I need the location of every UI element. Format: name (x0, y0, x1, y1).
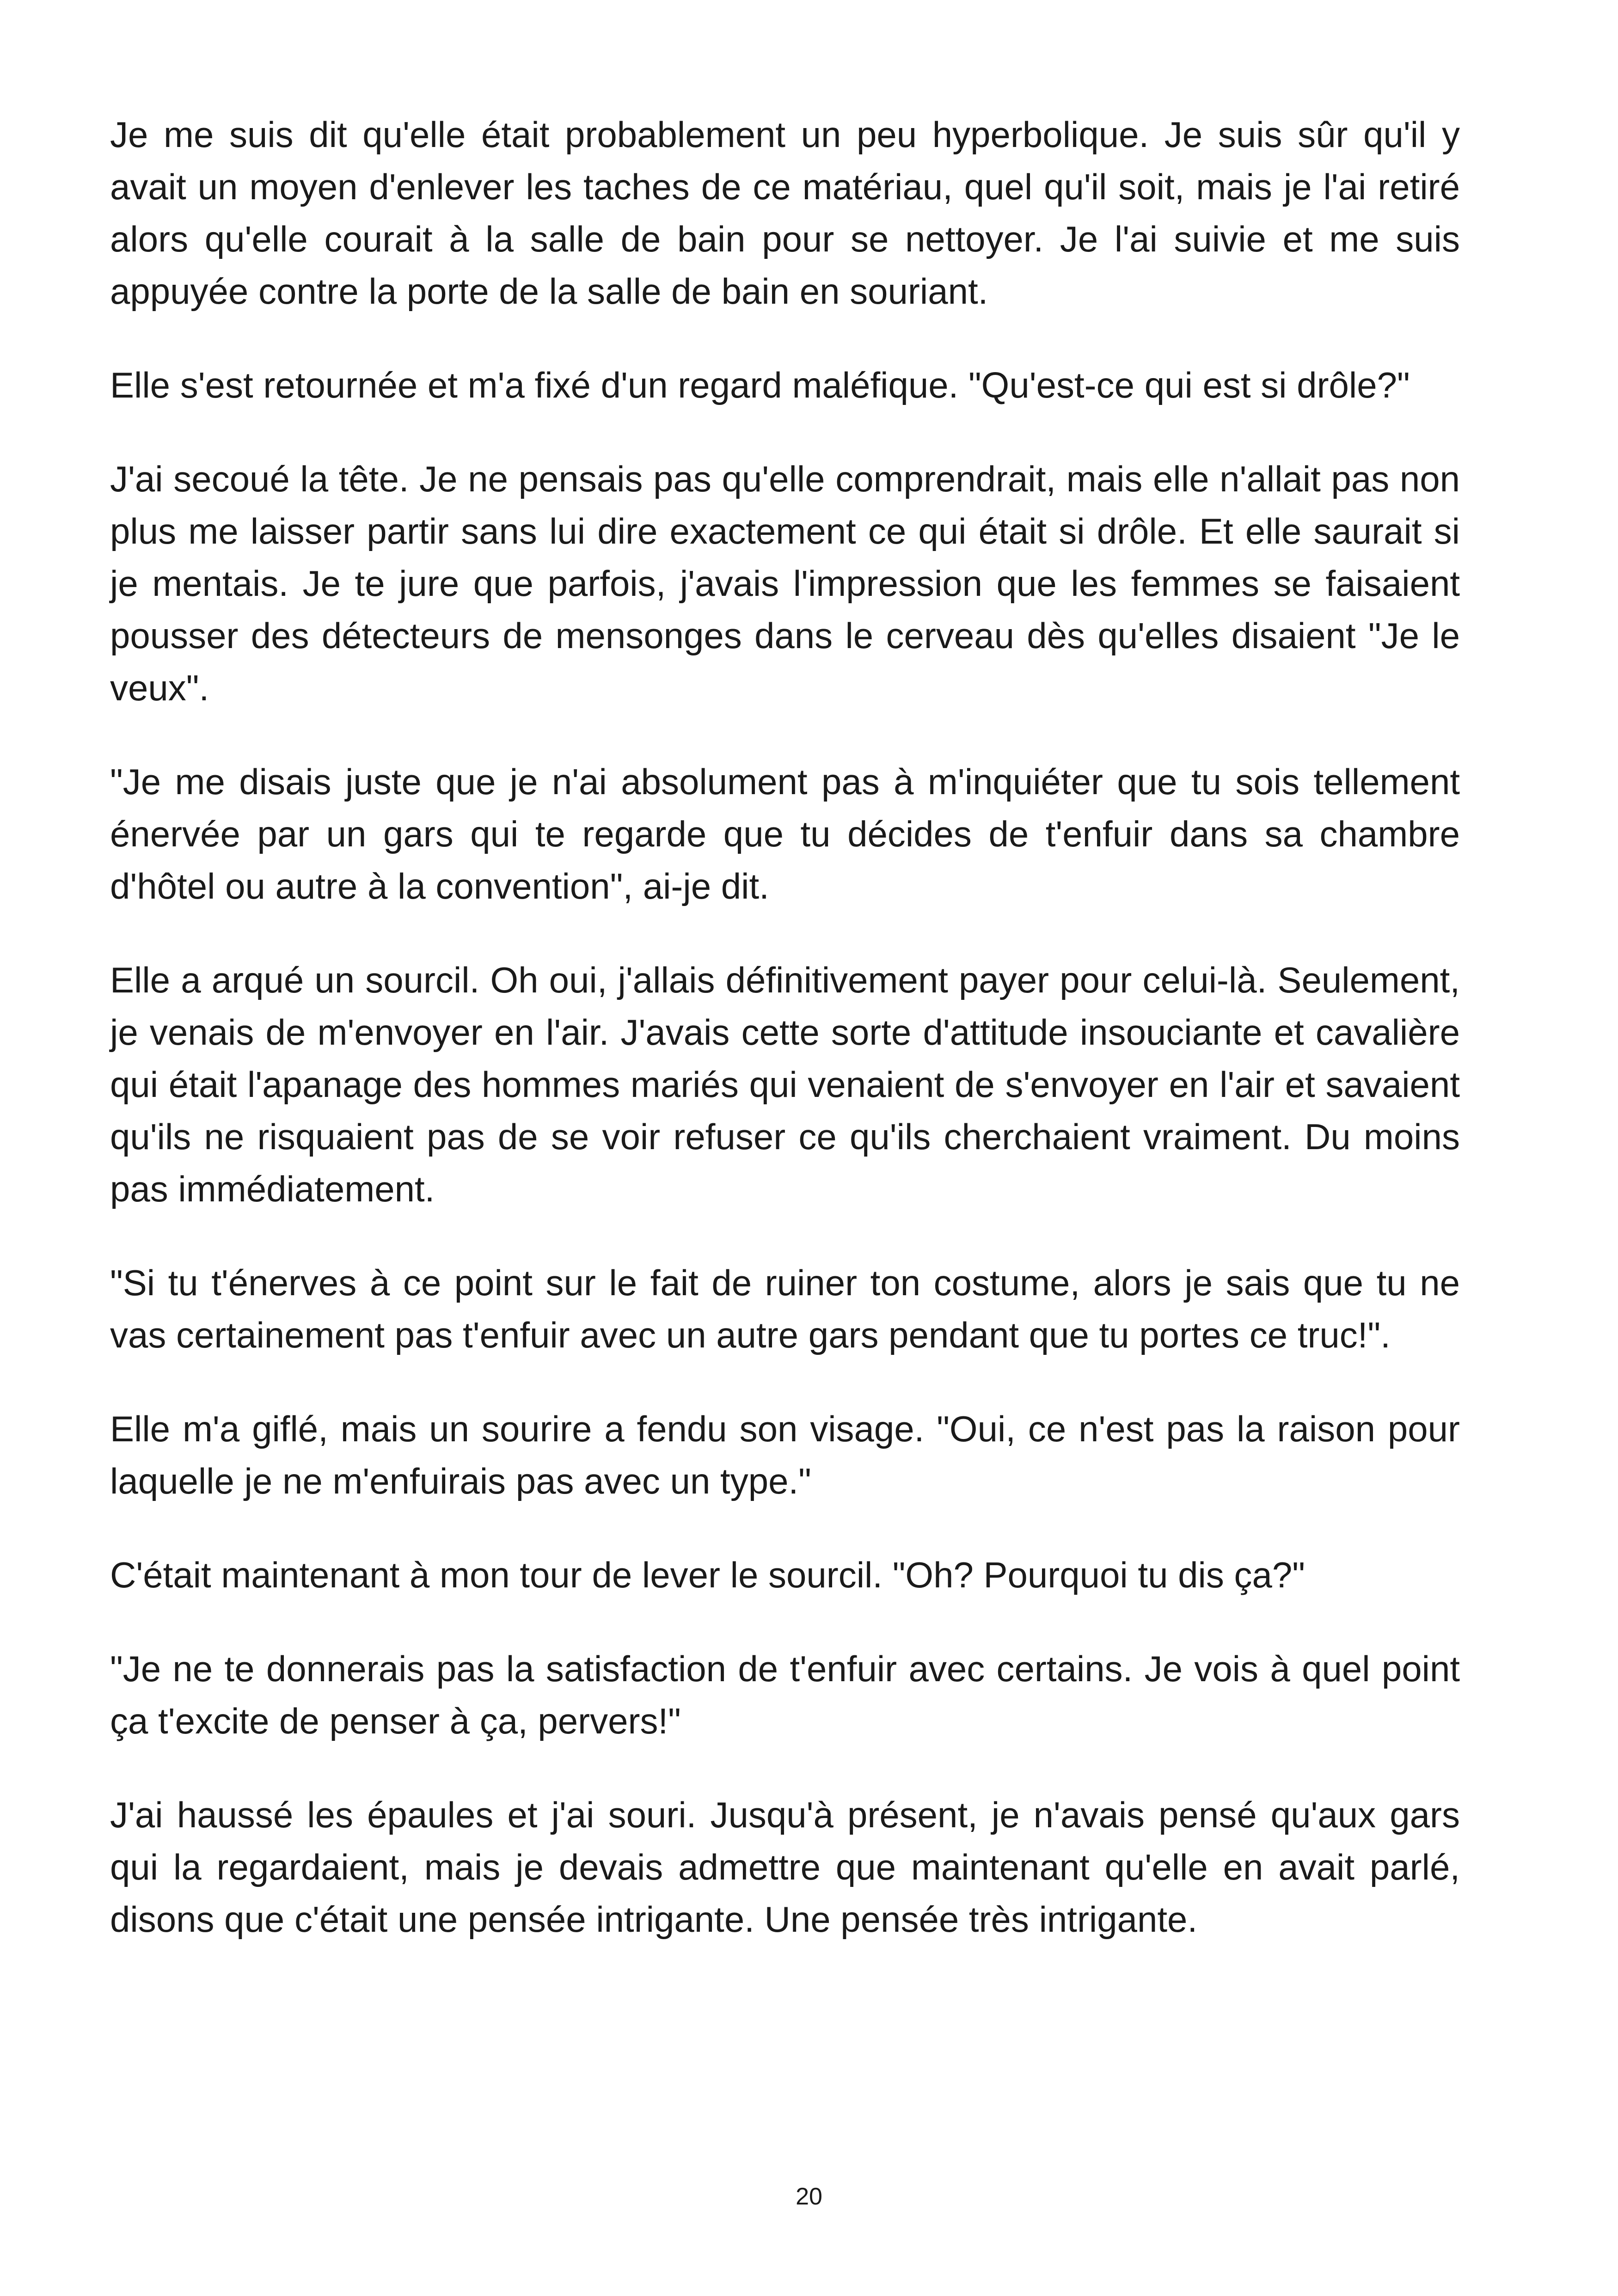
paragraph: J'ai secoué la tête. Je ne pensais pas qu'elle comprendrait, mais elle n'allait pas non plus me laisser partir sans lui dire exactement ce qui était si drôle. Et elle saurait si je mentais. Je te jure que parfois, j'avais l'impression que les femmes se faisaient pousser des détecteurs de mensonges dans le cerveau dès qu'elles disaient "Je le veux". (110, 459, 1460, 708)
paragraph: J'ai haussé les épaules et j'ai souri. Jusqu'à présent, je n'avais pensé qu'aux gars qui la regardaient, mais je devais admettre que maintenant qu'elle en avait parlé, disons que c'était une pensée intrigante. Une pensée très intrigante. (110, 1794, 1460, 1940)
paragraph: Je me suis dit qu'elle était probablement un peu hyperbolique. Je suis sûr qu'il y avait un moyen d'enlever les taches de ce matériau, quel qu'il soit, mais je l'ai retiré alors qu'elle courait à la salle de bain pour se nettoyer. Je l'ai suivie et me suis appuyée contre la porte de la salle de bain en souriant. (110, 114, 1460, 312)
paragraph: Elle s'est retournée et m'a fixé d'un regard maléfique. "Qu'est-ce qui est si drôle?" (110, 365, 1410, 405)
paragraph: Elle a arqué un sourcil. Oh oui, j'allais définitivement payer pour celui-là. Seulement, je venais de m'envoyer en l'air. J'avais cette sorte d'attitude insouciante et cavalière qui était l'apanage des hommes mariés qui venaient de s'envoyer en l'air et savaient qu'ils ne risquaient pas de se voir refuser ce qu'ils cherchaient vraiment. Du moins pas immédiatement. (110, 960, 1460, 1209)
paragraph: Elle m'a giflé, mais un sourire a fendu son visage. "Oui, ce n'est pas la raison pour laquelle je ne m'enfuirais pas avec un type." (110, 1408, 1460, 1501)
paragraph: "Je ne te donnerais pas la satisfaction de t'enfuir avec certains. Je vois à quel point ça t'excite de penser à ça, pervers!" (110, 1648, 1460, 1741)
paragraph: "Je me disais juste que je n'ai absolument pas à m'inquiéter que tu sois tellement énervée par un gars qui te regarde que tu décides de t'enfuir dans sa chambre d'hôtel ou autre à la convention", ai-je dit. (110, 761, 1460, 906)
page-number: 20 (796, 2183, 822, 2210)
paragraph: C'était maintenant à mon tour de lever le sourcil. "Oh? Pourquoi tu dis ça?" (110, 1555, 1305, 1595)
page-body (110, 109, 1460, 1987)
paragraph: "Si tu t'énerves à ce point sur le fait de ruiner ton costume, alors je sais que tu ne vas certainement pas t'enfuir avec un autre gars pendant que tu portes ce truc!". (110, 1262, 1460, 1355)
